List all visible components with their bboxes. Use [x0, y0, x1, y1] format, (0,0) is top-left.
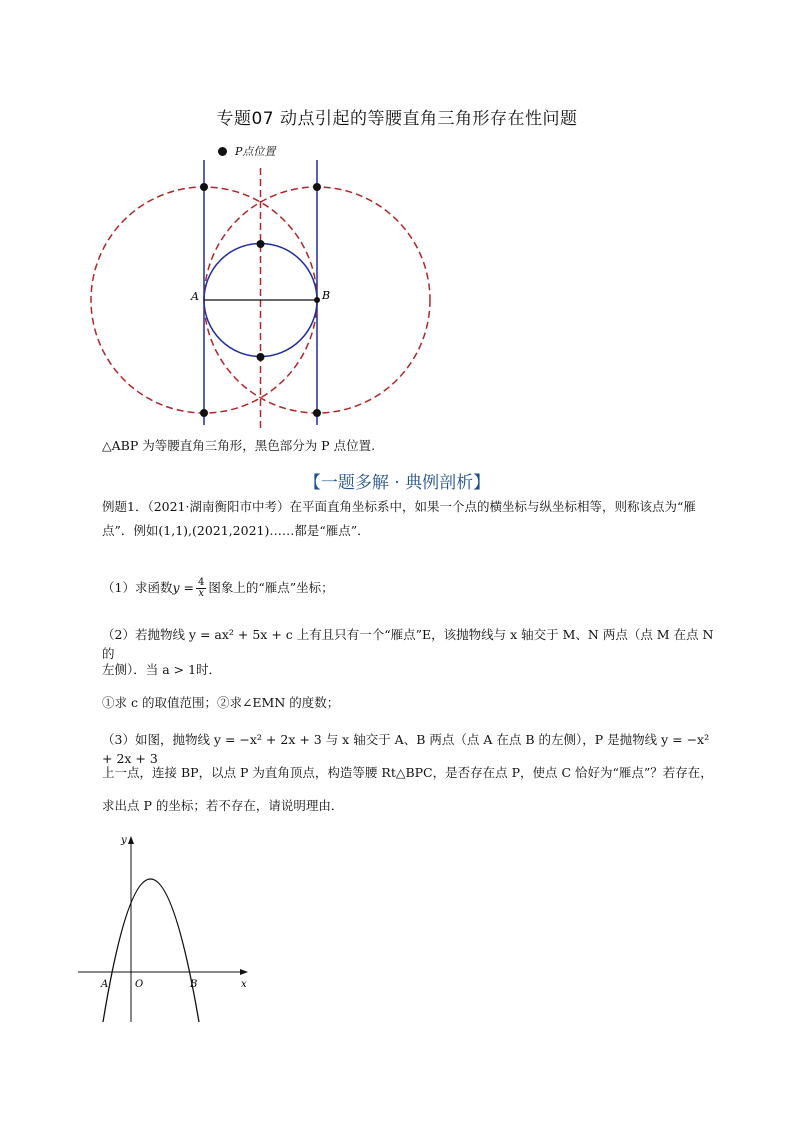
- question-3-line2: 上一点，连接 BP，以点 P 为直角顶点，构造等腰 Rt△BPC，是否存在点 P，使点 C 恰好为“雁点”？若存在，: [102, 765, 713, 780]
- figure1-legend: [218, 143, 275, 159]
- page-title: 专题07 动点引起的等腰直角三角形存在性问题: [216, 109, 578, 129]
- label-o: O: [135, 979, 144, 990]
- question-2-line2: 左侧）．当 a > 1时．: [102, 662, 222, 677]
- p-point: [313, 409, 321, 417]
- question-3-line1: （3）如图，抛物线 y = −x² + 2x + 3 与 x 轴交于 A、B 两点（点 A 在点 B 的左侧），P 是抛物线 y = −x² + 2x + 3: [102, 732, 710, 766]
- question-1: （1）求函数y = $\frac{4}{x}$ 图象上的“雁点”坐标；: [102, 577, 334, 599]
- label-b: B: [190, 979, 198, 990]
- parabola-curve: [103, 879, 199, 1022]
- label-a: A: [191, 290, 199, 303]
- figure2-parabola: [70, 828, 260, 1028]
- question-2-line1: （2）若抛物线 y = ax² + 5x + c 上有且只有一个“雁点”E，该抛物线与 x 轴交于 M、N 两点（点 M 在点 N 的: [102, 627, 714, 661]
- question-3-line3: 求出点 P 的坐标；若不存在，请说明理由．: [102, 798, 344, 813]
- legend-label: P点位置: [235, 145, 276, 158]
- example-line2: 点”．例如(1,1),(2021,2021)……都是“雁点”．: [102, 523, 370, 538]
- p-point: [257, 353, 265, 361]
- x-axis-arrow-icon: [240, 969, 248, 975]
- label-a: A: [101, 979, 109, 990]
- fraction: $\frac{4}{x}$: [197, 577, 205, 599]
- p-point: [200, 409, 208, 417]
- y-axis-arrow-icon: [128, 836, 134, 844]
- p-point: [200, 183, 208, 191]
- example-line1: 例题1．（2021·湖南衡阳市中考）在平面直角坐标系中，如果一个点的横坐标与纵坐标相等，则称该点为“雁: [102, 499, 696, 514]
- p-point: [313, 183, 321, 191]
- figure-caption: △ABP 为等腰直角三角形，黑色部分为 P 点位置.: [102, 438, 376, 453]
- question-2-subparts: ①求 c 的取值范围；②求∠EMN 的度数；: [102, 695, 340, 710]
- figure1-diagram: [85, 160, 435, 432]
- p-point: [257, 240, 265, 248]
- label-b: B: [322, 289, 331, 302]
- section-heading: 【一题多解 · 典例剖析】: [303, 473, 491, 493]
- y-axis-label: y: [121, 835, 127, 846]
- legend-dot-icon: [218, 147, 227, 156]
- point-b: [314, 297, 320, 303]
- x-axis-label: x: [241, 979, 247, 990]
